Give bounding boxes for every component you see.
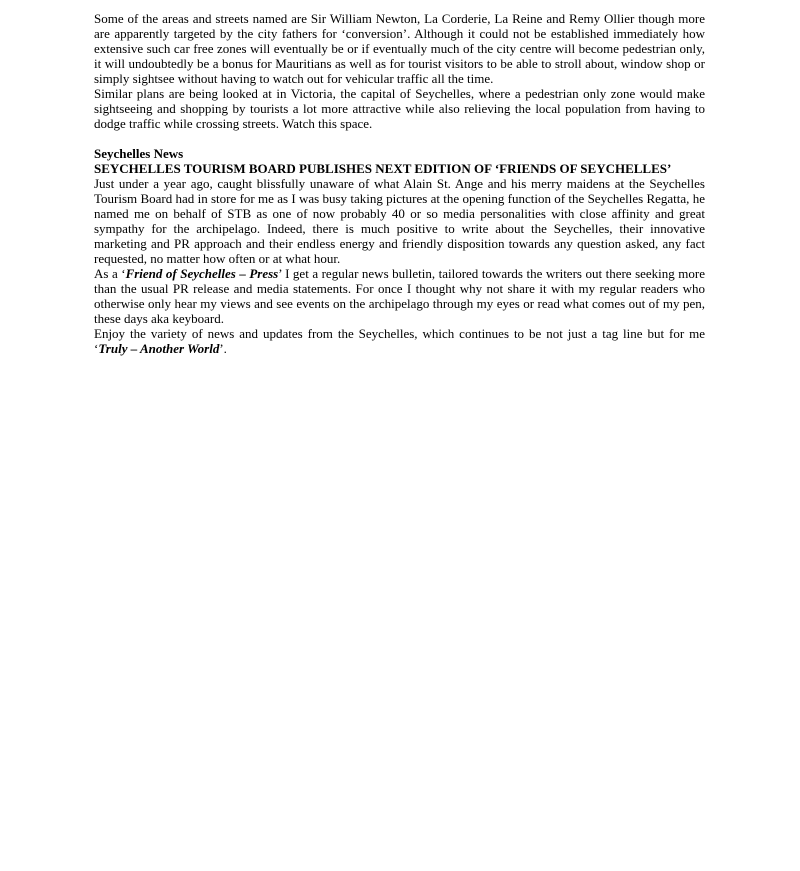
document-page: [94, 11, 705, 356]
press-bulletin-lead: As a ‘: [94, 266, 126, 281]
paragraph-closing: [94, 326, 705, 356]
paragraph-victoria-plans: Similar plans are being looked at in Victoria, the capital of Seychelles, where a pedestrian only zone would make sightseeing and shopping by tourists a lot more attractive while also relieving the local population from having to dodge traffic while crossing streets. Watch this space.: [94, 86, 705, 131]
friend-of-seychelles-emphasis: Friend of Seychelles – Press: [125, 266, 279, 281]
paragraph-friends-intro: Just under a year ago, caught blissfully unaware of what Alain St. Ange and his merry maidens at the Seychelles Tourism Board had in store for me as I was busy taking pictures at the opening function of the Seychelles Regatta, he named me on behalf of STB as one of now probably 40 or so media personalities with close affinity and great sympathy for the archipelago. Indeed, there is much positive to write about the Seychelles, their innovative marketing and PR approach and their endless energy and friendly disposition towards any question asked, any fact requested, no matter how often or at what hour.: [94, 176, 705, 266]
closing-lead: Enjoy the variety of news and updates from the Seychelles, which continues to be not just a tag line but for me ‘: [94, 326, 705, 356]
paragraph-press-bulletin: [94, 266, 705, 326]
press-bulletin-body: ’ I get a regular news bulletin, tailored towards the writers out there seeking more than the usual PR release and media statements. For once I thought why not share it with my regular readers who otherwise only hear my views and see events on the archipelago through my eyes or read what comes out of my pen, these days aka keyboard.: [94, 266, 705, 326]
closing-end: ’.: [219, 341, 227, 356]
paragraph-spacer: [94, 131, 705, 146]
section-label: Seychelles News: [94, 146, 184, 161]
truly-another-world-emphasis: Truly – Another World: [98, 341, 220, 356]
paragraph-car-free-zones: Some of the areas and streets named are Sir William Newton, La Corderie, La Reine and Remy Ollier though more are apparently targeted by the city fathers for ‘conversion’. Although it could not be established immediately how extensive such car free zones will eventually be or if eventually much of the city centre will become pedestrian only, it will undoubtedly be a bonus for Mauritians as well as for tourist visitors to be able to stroll about, window shop or simply sightsee without having to watch out for vehicular traffic all the time.: [94, 11, 705, 86]
article-headline: SEYCHELLES TOURISM BOARD PUBLISHES NEXT EDITION OF ‘FRIENDS OF SEYCHELLES’: [94, 161, 672, 176]
